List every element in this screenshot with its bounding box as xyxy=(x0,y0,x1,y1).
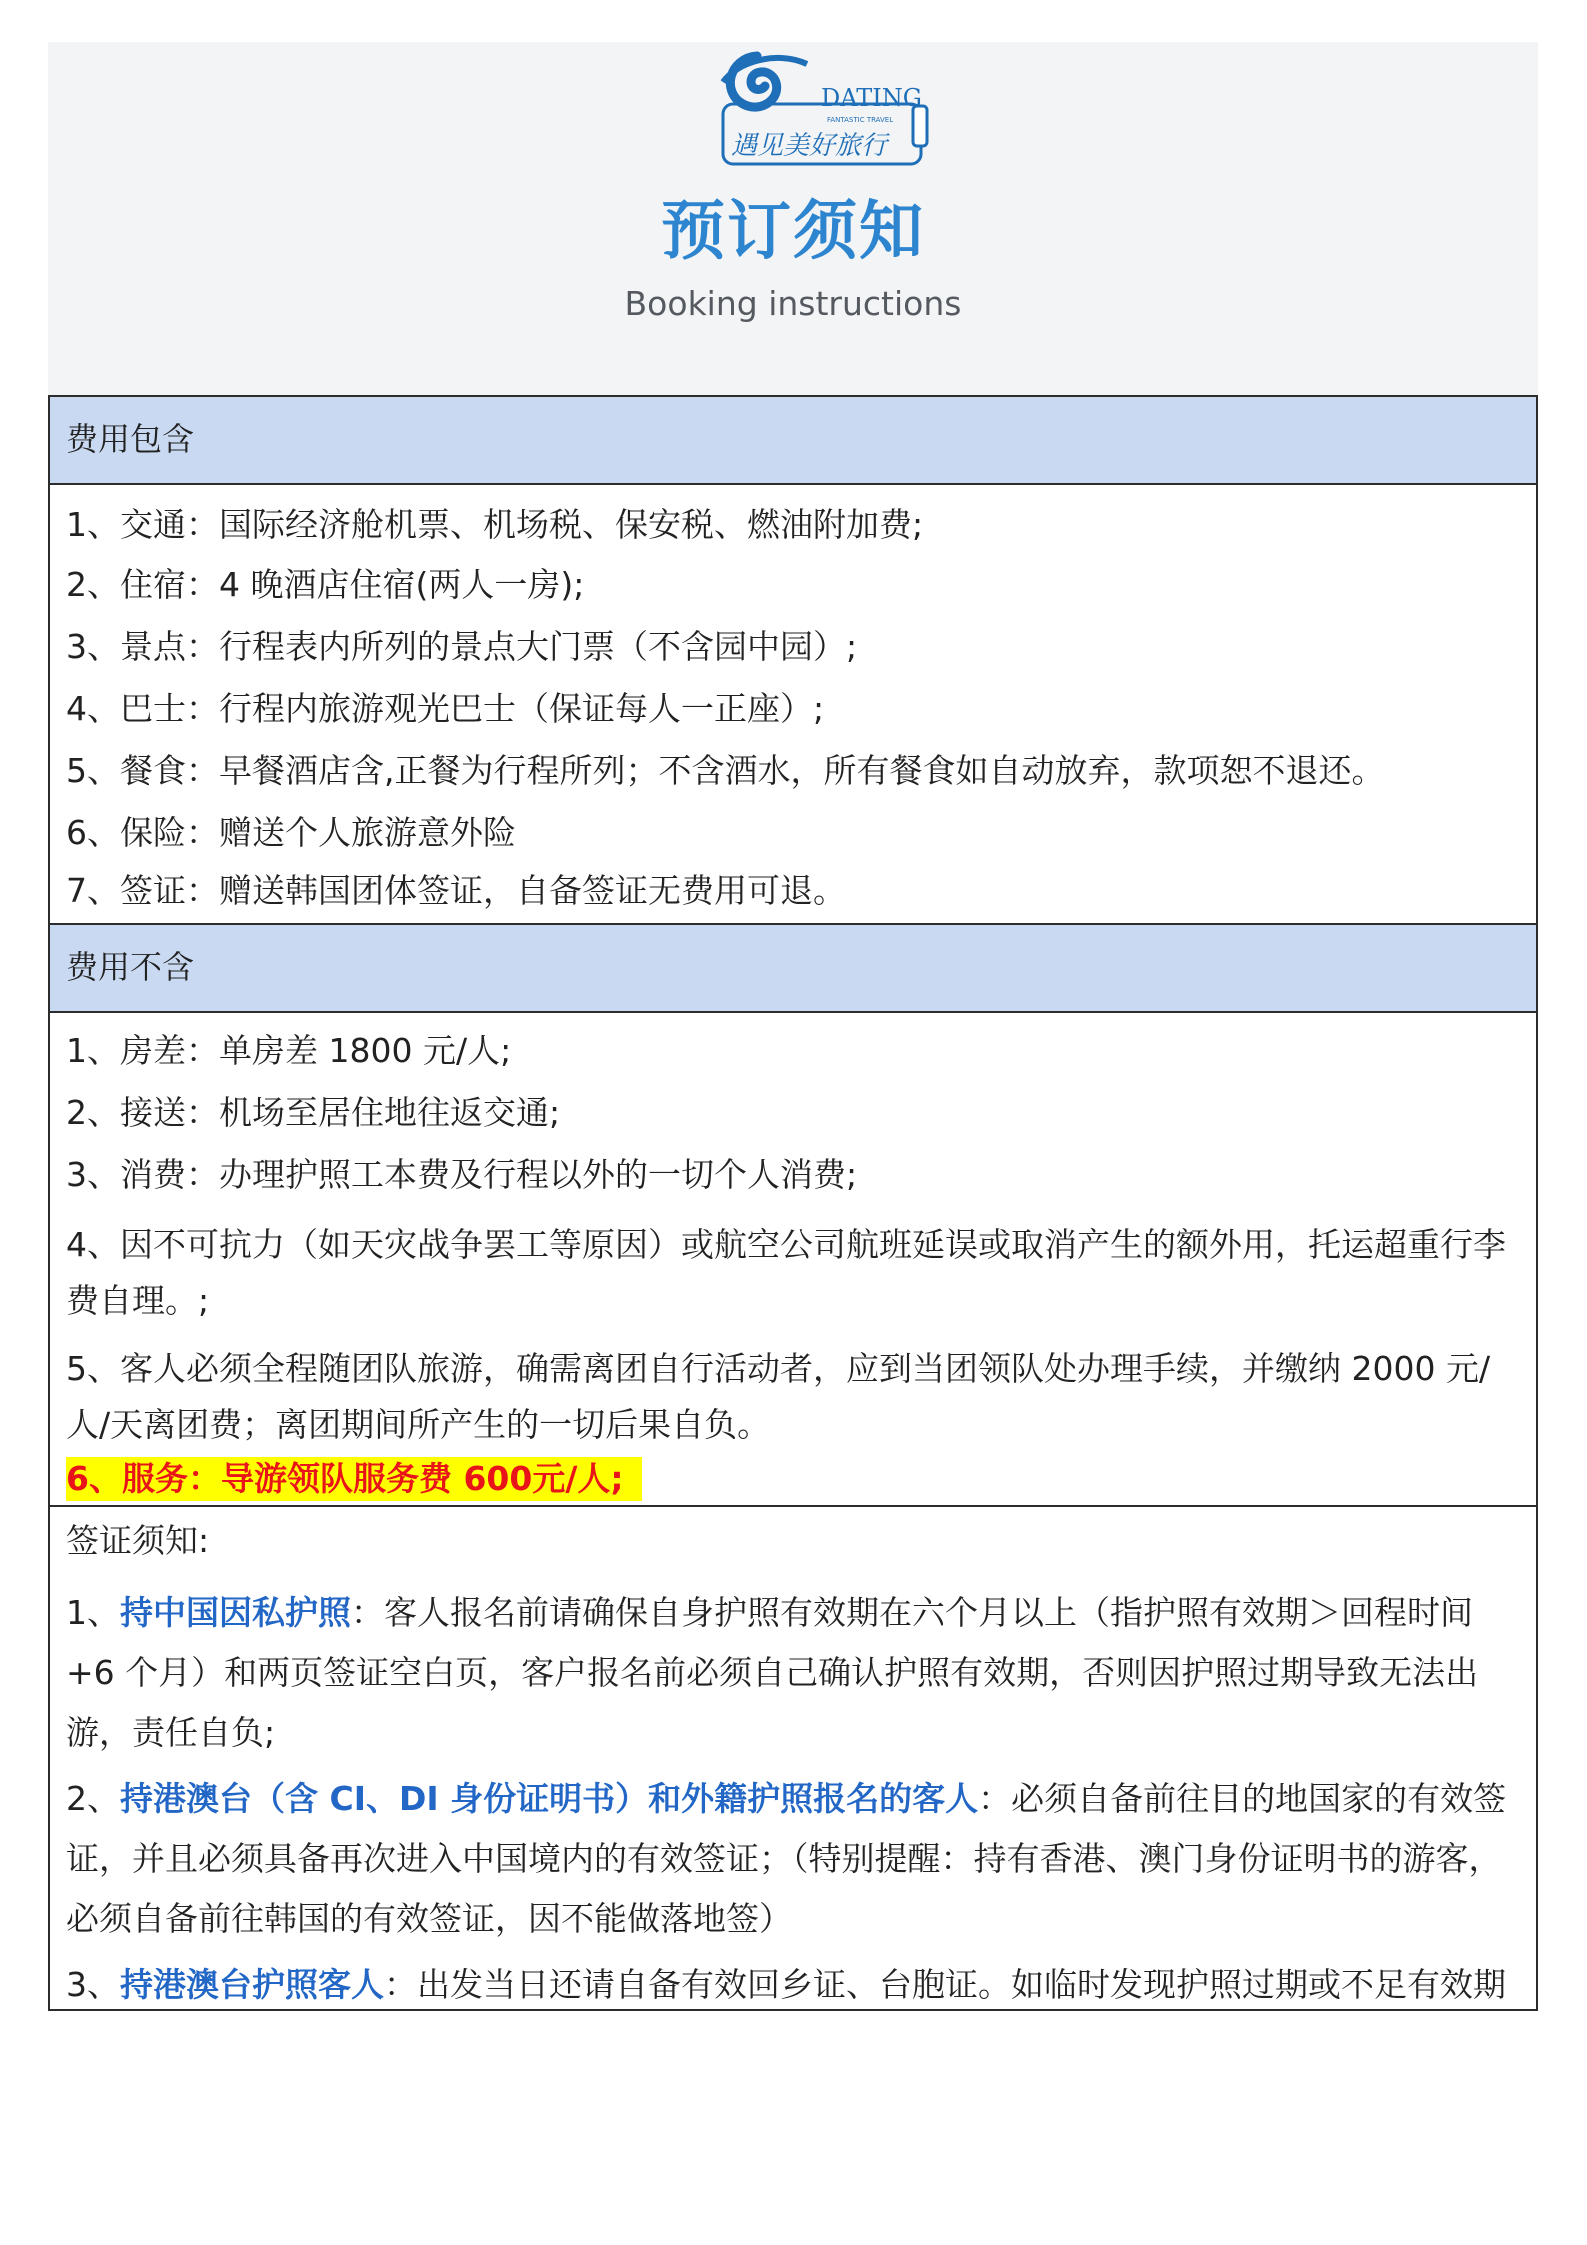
included-heading: 费用包含 xyxy=(50,397,1536,485)
excluded-item: 5、客人必须全程随团队旅游，确需离团自行活动者，应到当团领队处办理手续，并缴纳 2000 元/人/天离团费；离团期间所产生的一切后果自负。 xyxy=(66,1349,1491,1444)
logo-text-cn: 遇见美好旅行 xyxy=(731,131,888,161)
visa-item-1-text: ：客人报名前请确保自身护照有效期在六个月以上（指护照有效期＞回程时间+6 个月）和两页签证空白页，客户报名前必须自己确认护照有效期，否则因护照过期导致无法出游，责任自负; xyxy=(66,1593,1479,1752)
logo-text-small: FANTASTIC TRAVEL xyxy=(827,116,894,124)
visa-item-3-bold: 持港澳台护照客人 xyxy=(120,1965,384,2004)
visa-item-3-prefix: 3、 xyxy=(66,1965,120,2004)
divider xyxy=(50,1505,1536,1507)
booking-table xyxy=(48,395,1538,2011)
excluded-item: 3、消费：办理护照工本费及行程以外的一切个人消费; xyxy=(66,1155,858,1194)
page-title: 预订须知 xyxy=(661,195,925,269)
visa-item-3 xyxy=(66,1955,1520,2015)
visa-item-2-text: ：必须自备前往目的地国家的有效签证，并且必须具备再次进入中国境内的有效签证；（特别提醒：持有香港、澳门身份证明书的游客，必须自备前往韩国的有效签证，因不能做落地签） xyxy=(66,1779,1507,1938)
service-fee-highlight: 6、服务：导游领队服务费 600元/人; xyxy=(66,1457,642,1501)
visa-item-2 xyxy=(66,1769,1520,1955)
logo-text-en: DATING xyxy=(821,84,922,112)
included-item: 4、巴士：行程内旅游观光巴士（保证每人一正座）; xyxy=(66,689,825,728)
page-subtitle: Booking instructions xyxy=(624,284,962,323)
excluded-heading: 费用不含 xyxy=(50,925,1536,1013)
company-logo xyxy=(717,42,941,172)
excluded-item: 4、因不可抗力（如天灾战争罢工等原因）或航空公司航班延误或取消产生的额外用，托运超重行李费自理。; xyxy=(66,1225,1506,1320)
excluded-item: 2、接送：机场至居住地往返交通; xyxy=(66,1093,561,1132)
included-item: 7、签证：赠送韩国团体签证，自备签证无费用可退。 xyxy=(66,871,846,910)
included-item: 6、保险：赠送个人旅游意外险 xyxy=(66,813,516,852)
visa-section xyxy=(50,1521,1536,2015)
visa-item-2-bold: 持港澳台（含 CI、DI 身份证明书）和外籍护照报名的客人 xyxy=(120,1779,979,1818)
visa-heading: 签证须知: xyxy=(66,1521,210,1560)
header-banner xyxy=(48,42,1538,395)
visa-item-1-prefix: 1、 xyxy=(66,1593,120,1632)
visa-item-2-prefix: 2、 xyxy=(66,1779,120,1818)
included-item: 1、交通：国际经济舱机票、机场税、保安税、燃油附加费; xyxy=(66,505,924,544)
included-list xyxy=(50,505,1536,921)
included-item: 2、住宿：4 晚酒店住宿(两人一房); xyxy=(66,565,585,604)
included-item: 5、餐食：早餐酒店含,正餐为行程所列；不含酒水，所有餐食如自动放弃，款项恕不退还。 xyxy=(66,751,1385,790)
included-item: 3、景点：行程表内所列的景点大门票（不含园中园）; xyxy=(66,627,858,666)
visa-item-3-text: ：出发当日还请自备有效回乡证、台胞证。如临时发现护照过期或不足有效期 xyxy=(384,1965,1506,2004)
excluded-list xyxy=(50,1031,1536,1511)
visa-item-1-bold: 持中国因私护照 xyxy=(120,1593,351,1632)
excluded-item: 1、房差：单房差 1800 元/人; xyxy=(66,1031,512,1070)
visa-item-1 xyxy=(66,1583,1520,1769)
